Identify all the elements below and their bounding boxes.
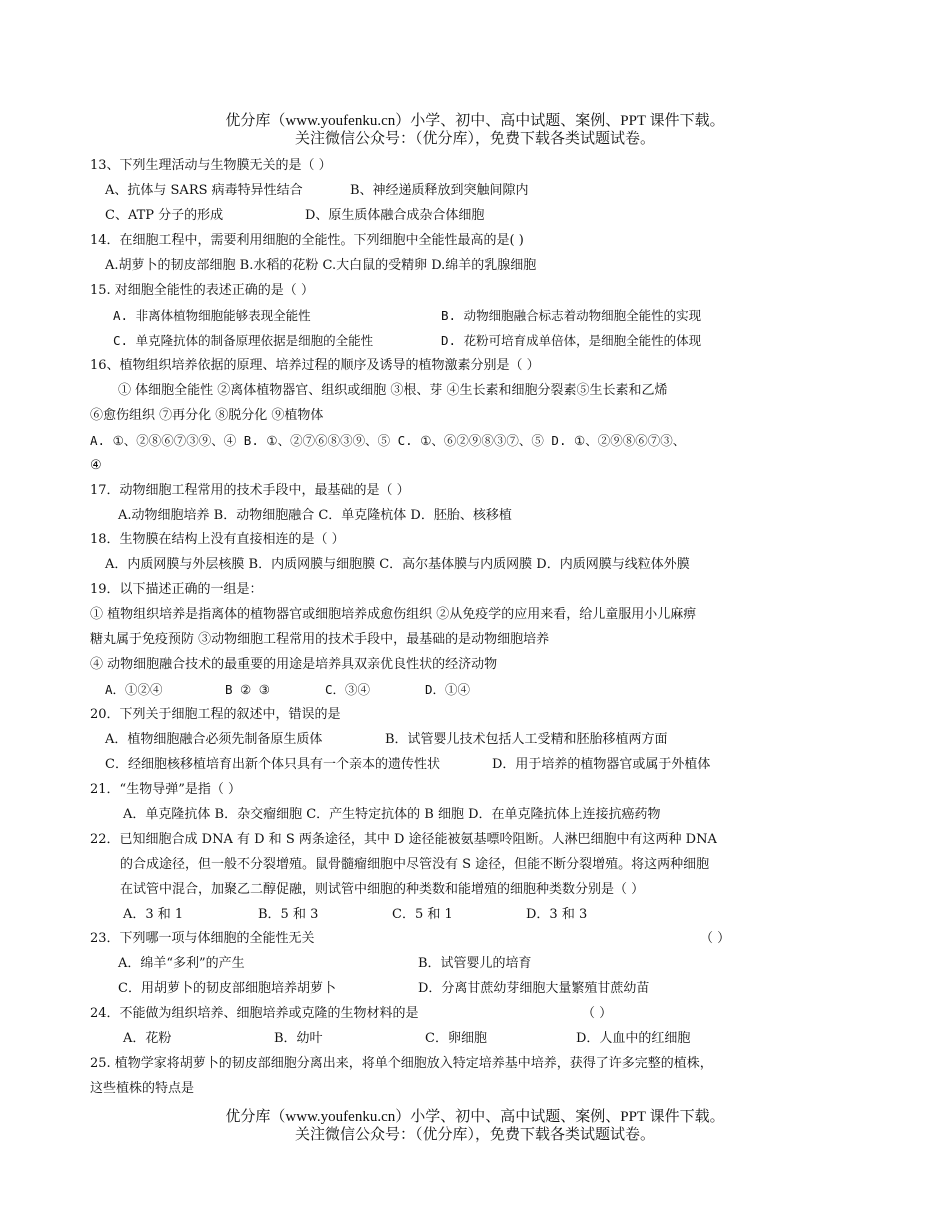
q23-stem: 23．下列哪一项与体细胞的全能性无关 [90,931,315,946]
q19-statement-2: 糖丸属于免疫预防 ③动物细胞工程常用的技术手段中，最基础的是动物细胞培养 [90,632,550,647]
q24-option-c: C．卵细胞 [425,1031,487,1046]
q17-stem: 17．动物细胞工程常用的技术手段中，最基础的是（ ） [90,483,410,498]
q24-answer-paren: （ ） [582,1006,613,1021]
header-line-1: 优分库（www.youfenku.cn）小学、初中、高中试题、案例、PPT 课件下载。 [225,113,725,129]
q16-stem: 16、植物组织培养依据的原理、培养过程的顺序及诱导的植物激素分别是（ ） [90,358,540,373]
q19-statement-1: ① 植物组织培养是指离体的植物器官或细胞培养成愈伤组织 ②从免疫学的应用来看，给儿童服用小儿麻痹 [90,607,697,622]
q25-line-1: 25. 植物学家将胡萝卜的韧皮部细胞分离出来，将单个细胞放入特定培养基中培养，获得了许多完整的植株， [90,1056,713,1071]
q16-options-cont: ④ [90,458,102,473]
q13-option-b: B、神经递质释放到突触间隙内 [350,183,529,198]
q13-option-c: C、ATP 分子的形成 [105,208,224,223]
q18-options: A．内质网膜与外层核膜 B．内质网膜与细胞膜 C．高尔基体膜与内质网膜 D．内质网膜与线粒体外膜 [105,557,690,572]
q22-line-1: 22．已知细胞合成 DNA 有 D 和 S 两条途径，其中 D 途径能被氨基嘌呤阻断。人淋巴细胞中有这两种 DNA [90,832,717,847]
footer-line-2: 关注微信公众号：（优分库），免费下载各类试题试卷。 [294,1127,655,1143]
q17-options: A.动物细胞培养 B．动物细胞融合 C．单克隆杭体 D．胚胎、核移植 [118,508,512,523]
q21-options: A．单克隆抗体 B．杂交瘤细胞 C．产生特定抗体的 B 细胞 D．在单克隆抗体上连接抗癌药物 [123,807,661,822]
q24-option-a: A．花粉 [123,1031,172,1046]
q16-items-line-1: ① 体细胞全能性 ②离体植物器官、组织或细胞 ③根、芽 ④生长素和细胞分裂素⑤生长素和乙烯 [118,383,668,398]
q23-option-a: A．绵羊“多利”的产生 [118,956,245,971]
q14-options: A.胡萝卜的韧皮部细胞 B.水稻的花粉 C.大白鼠的受精卵 D.绵羊的乳腺细胞 [105,258,537,273]
q22-option-c: C．5 和 1 [392,907,453,922]
q19-option-b: B ② ③ [225,682,270,697]
q19-statement-3: ④ 动物细胞融合技术的最重要的用途是培养具双亲优良性状的经济动物 [90,657,498,672]
header-line-2: 关注微信公众号：（优分库），免费下载各类试题试卷。 [294,131,655,147]
q23-option-c: C．用胡萝卜的韧皮部细胞培养胡萝卜 [118,981,336,996]
q24-option-b: B．幼叶 [274,1031,323,1046]
q20-option-d: D．用于培养的植物器官或属于外植体 [492,757,711,772]
q22-line-3: 在试管中混合，加聚乙二醇促融，则试管中细胞的种类数和能增殖的细胞种类数分别是（ ） [120,882,645,897]
q15-option-d: D. 花粉可培育成单倍体，是细胞全能性的体现 [441,333,702,348]
q13-stem: 13、下列生理活动与生物膜无关的是（ ） [90,158,332,173]
q15-option-a: A. 非离体植物细胞能够表现全能性 [113,308,311,323]
q24-option-d: D．人血中的红细胞 [576,1031,691,1046]
q24-stem: 24．不能做为组织培养、细胞培养或克隆的生物材料的是 [90,1006,419,1021]
q19-option-d: D．①④ [425,682,471,697]
q19-option-c: C．③④ [325,682,371,697]
q22-line-2: 的合成途径，但一般不分裂增殖。鼠骨髓瘤细胞中尽管没有 S 途径，但能不断分裂增殖。将这两种细胞 [120,857,710,872]
q16-items-line-2: ⑥愈伤组织 ⑦再分化 ⑧脱分化 ⑨植物体 [90,408,324,423]
q20-option-c: C．经细胞核移植培育出新个体只具有一个亲本的遗传性状 [105,757,440,772]
q19-option-a: A．①②④ [105,682,163,697]
q13-option-a: A、抗体与 SARS 病毒特异性结合 [105,183,303,198]
q25-line-2: 这些植株的特点是 [90,1081,195,1096]
q20-stem: 20．下列关于细胞工程的叙述中，错误的是 [90,707,341,722]
q22-option-b: B．5 和 3 [258,907,319,922]
footer-line-1: 优分库（www.youfenku.cn）小学、初中、高中试题、案例、PPT 课件下载。 [225,1109,725,1125]
q20-option-b: B．试管婴儿技术包括人工受精和胚胎移植两方面 [385,732,668,747]
q13-option-d: D、原生质体融合成杂合体细胞 [305,208,485,223]
q22-option-a: A．3 和 1 [123,907,184,922]
q15-stem: 15. 对细胞全能性的表述正确的是（ ） [90,283,314,298]
q15-option-c: C. 单克隆抗体的制备原理依据是细胞的全能性 [113,333,374,348]
q23-option-b: B．试管婴儿的培育 [418,956,532,971]
q15-option-b: B. 动物细胞融合标志着动物细胞全能性的实现 [441,308,702,323]
q23-option-d: D．分离甘蔗幼芽细胞大量繁殖甘蔗幼苗 [418,981,650,996]
q20-option-a: A．植物细胞融合必须先制备原生质体 [105,732,323,747]
q19-stem: 19．以下描述正确的一组是： [90,582,263,597]
q21-stem: 21．“生物导弹”是指（ ） [90,782,241,797]
q23-answer-paren: （ ） [700,931,731,946]
q22-option-d: D．3 和 3 [526,907,588,922]
q16-options: A. ①、②⑧⑥⑦③⑨、④ B. ①、②⑦⑥⑧③⑨、⑤ C. ①、⑥②⑨⑧③⑦、⑤ D. ①、②⑨⑧⑥⑦③、 [90,433,686,448]
q14-stem: 14．在细胞工程中，需要利用细胞的全能性。下列细胞中全能性最高的是( ) [90,233,524,248]
q18-stem: 18．生物膜在结构上没有直接相连的是（ ） [90,532,345,547]
